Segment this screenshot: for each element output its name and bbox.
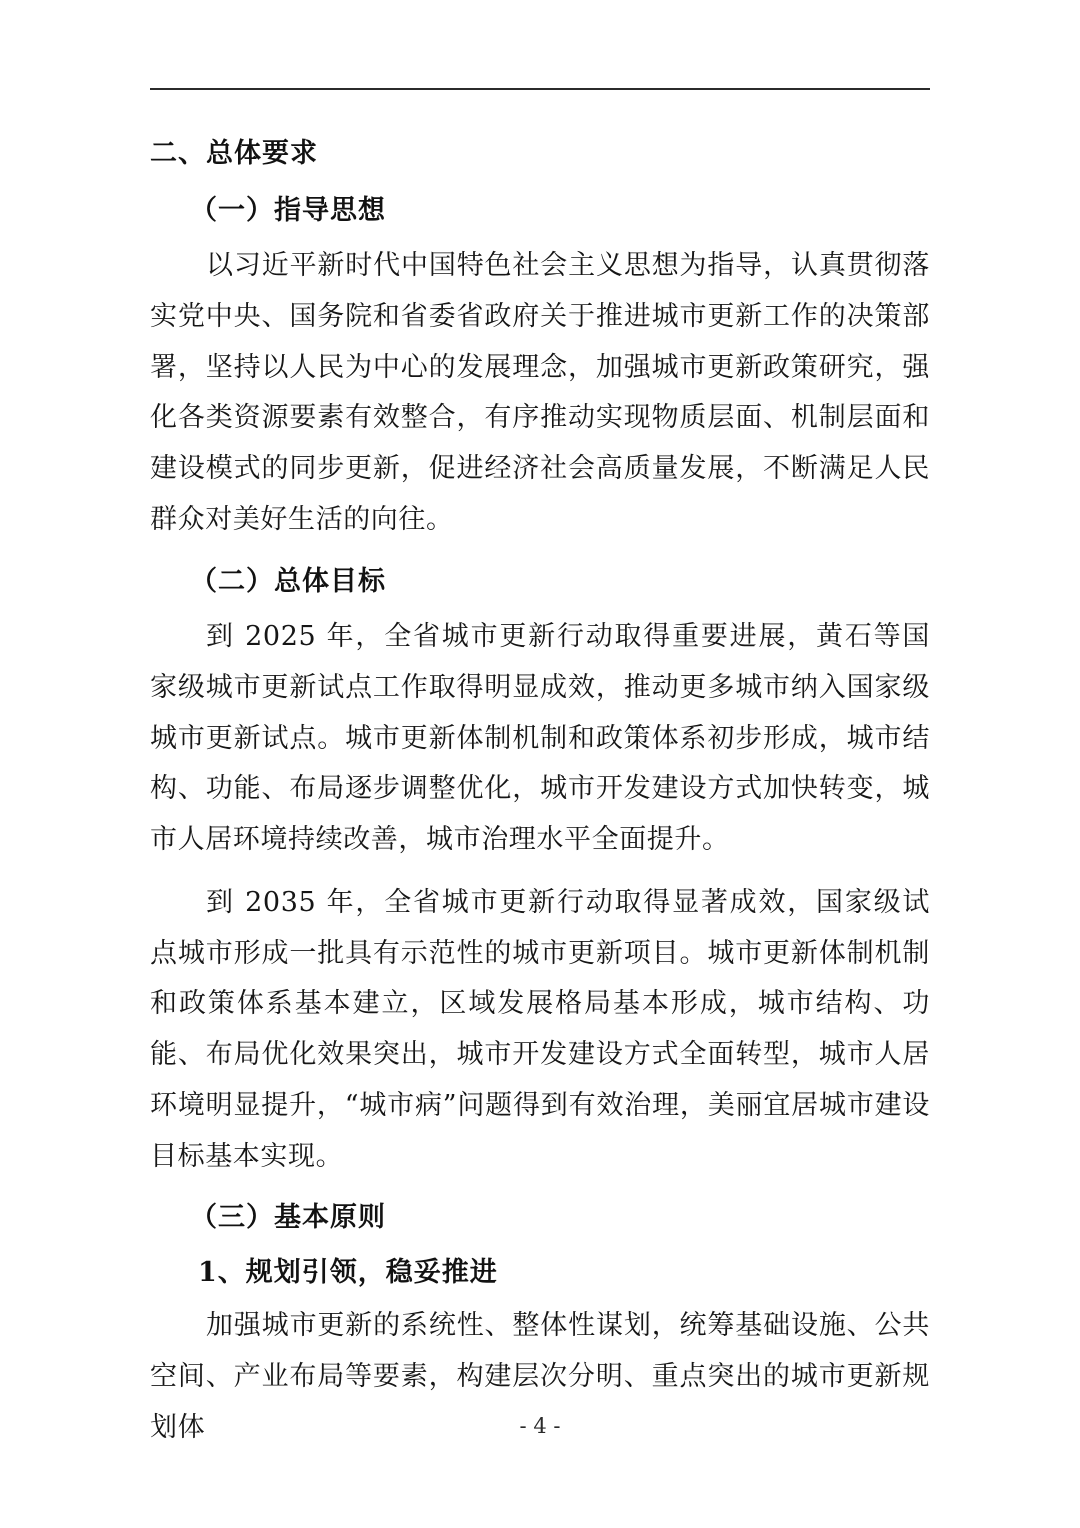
subsection-heading-basic-principles: （三）基本原则	[190, 1202, 386, 1234]
document-body	[150, 88, 930, 1466]
page-number: - 4 -	[519, 1414, 561, 1438]
section-heading: 二、总体要求	[150, 138, 318, 169]
header-rule	[150, 88, 930, 90]
paragraph: 到 2035 年，全省城市更新行动取得显著成效，国家级试点城市形成一批具有示范性的城市更新项目。城市更新体制机制和政策体系基本建立，区域发展格局基本形成，城市结构、功能、布局优化效果突出，城市开发建设方式全面转型，城市人居环境明显提升，“城市病”问题得到有效治理，美丽宜居城市建设目标基本实现。	[150, 886, 930, 1172]
paragraph: 加强城市更新的系统性、整体性谋划，统筹基础设施、公共空间、产业布局等要素，构建层次分明、重点突出的城市更新规划体	[150, 1310, 930, 1443]
paragraph: 到 2025 年，全省城市更新行动取得重要进展，黄石等国家级城市更新试点工作取得明显成效，推动更多城市纳入国家级城市更新试点。城市更新体制机制和政策体系初步形成，城市结构、功能、布局逐步调整优化，城市开发建设方式加快转变，城市人居环境持续改善，城市治理水平全面提升。	[150, 621, 930, 855]
principle-heading-planning-guidance: 1、规划引领，稳妥推进	[198, 1256, 498, 1288]
subsection-heading-guiding-ideology: （一）指导思想	[190, 194, 386, 226]
paragraph: 以习近平新时代中国特色社会主义思想为指导，认真贯彻落实党中央、国务院和省委省政府关于推进城市更新工作的决策部署，坚持以人民为中心的发展理念，加强城市更新政策研究，强化各类资源要素有效整合，有序推动实现物质层面、机制层面和建设模式的同步更新，促进经济社会高质量发展，不断满足人民群众对美好生活的向往。	[150, 250, 930, 535]
subsection-heading-overall-goal: （二）总体目标	[190, 565, 386, 597]
